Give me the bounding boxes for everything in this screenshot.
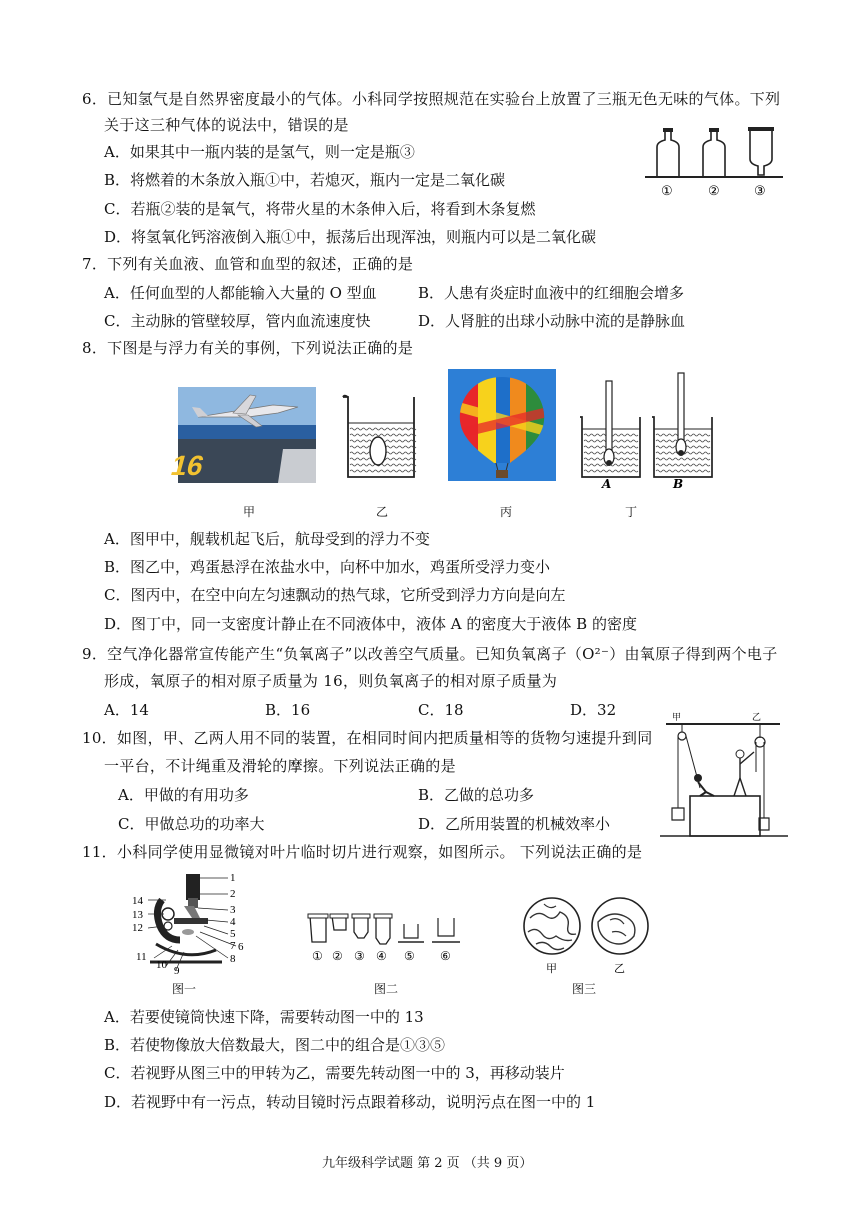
bottle-label-3: ③ bbox=[754, 184, 766, 199]
liquid-wave bbox=[656, 470, 710, 472]
q8-stem: 8．下图是与浮力有关的事例，下列说法正确的是 bbox=[82, 339, 414, 357]
carrier-jet-photo bbox=[167, 387, 316, 483]
pulley-label-jia: 甲 bbox=[672, 713, 682, 723]
q6-option-a: A．如果其中一瓶内装的是氢气，则一定是瓶③ bbox=[104, 143, 415, 161]
liquid-wave bbox=[350, 470, 416, 472]
q9-option-c: C．18 bbox=[418, 701, 464, 719]
q6-option-b: B．将燃着的木条放入瓶①中，若熄灭，瓶内一定是二氧化碳 bbox=[104, 171, 506, 189]
pulley-platform-figure bbox=[660, 712, 790, 840]
liquid-wave bbox=[350, 434, 416, 436]
liquid-wave bbox=[584, 470, 638, 472]
q10-option-a: A．甲做的有用功多 bbox=[118, 786, 249, 804]
lens-label-1: ① bbox=[312, 949, 323, 963]
microscope-number-9: 9 bbox=[174, 965, 180, 977]
q8-option-c: C．图丙中，在空中向左匀速飘动的热气球，它所受到浮力方向是向左 bbox=[104, 586, 566, 604]
q7-option-d: D．人肾脏的出球小动脉中流的是静脉血 bbox=[418, 312, 686, 330]
carrier-hull-number: 16 bbox=[167, 450, 208, 482]
q7-option-c: C．主动脉的管壁较厚，管内血流速度快 bbox=[104, 312, 371, 330]
q9-option-d: D．32 bbox=[570, 701, 617, 719]
view-label-jia: 甲 bbox=[546, 962, 557, 975]
q7-option-a: A．任何血型的人都能输入大量的 O 型血 bbox=[104, 284, 377, 302]
q10-option-d: D．乙所用装置的机械效率小 bbox=[418, 815, 611, 833]
microscope-number-4: 4 bbox=[230, 916, 236, 928]
hydrometer-beakers-figure bbox=[576, 371, 726, 489]
caption-fig2: 图二 bbox=[374, 982, 399, 996]
caption-fig1: 图一 bbox=[172, 982, 197, 996]
caption-bing: 丙 bbox=[500, 505, 513, 519]
microscope-number-12: 12 bbox=[132, 922, 143, 934]
q11-stem: 11．小科同学使用显微镜对叶片临时切片进行观察，如图所示。 下列说法正确的是 bbox=[82, 843, 643, 861]
q10-option-b: B．乙做的总功多 bbox=[418, 786, 535, 804]
lens-label-5: ⑤ bbox=[404, 949, 415, 963]
q6-stem-line2: 关于这三种气体的说法中，错误的是 bbox=[104, 116, 349, 134]
microscope-views-figure bbox=[520, 896, 660, 978]
q10-stem-line1: 10．如图，甲、乙两人用不同的装置，在相同时间内把质量相等的货物匀速提升到同 bbox=[82, 729, 653, 747]
microscope-number-13: 13 bbox=[132, 909, 143, 921]
microscope-number-11: 11 bbox=[136, 951, 147, 963]
microscope-figure bbox=[126, 870, 266, 980]
liquid-wave bbox=[350, 464, 416, 466]
q9-stem-line1: 9．空气净化器常宣传能产生“负氧离子”以改善空气质量。已知负氧离子（O²⁻）由氧原子得到两个电子 bbox=[82, 645, 778, 663]
gas-bottles-figure bbox=[645, 125, 790, 200]
lens-label-6: ⑥ bbox=[440, 949, 451, 963]
lens-label-3: ③ bbox=[354, 949, 365, 963]
q11-option-c: C．若视野从图三中的甲转为乙，需要先转动图一中的 3，再移动装片 bbox=[104, 1064, 565, 1082]
caption-yi: 乙 bbox=[376, 505, 389, 519]
bottle-label-1: ① bbox=[661, 184, 673, 199]
q8-option-a: A．图甲中，舰载机起飞后，航母受到的浮力不变 bbox=[104, 530, 430, 548]
q8-option-d: D．图丁中，同一支密度计静止在不同液体中，液体 A 的密度大于液体 B 的密度 bbox=[104, 615, 637, 633]
q9-stem-line2: 形成，氧原子的相对原子质量为 16，则负氧离子的相对原子质量为 bbox=[104, 672, 558, 690]
caption-ding: 丁 bbox=[625, 505, 638, 519]
tube-label-b: B bbox=[673, 477, 684, 491]
lens-label-2: ② bbox=[332, 949, 343, 963]
pulley-label-yi: 乙 bbox=[752, 713, 762, 723]
liquid-wave bbox=[350, 428, 416, 430]
q8-option-b: B．图乙中，鸡蛋悬浮在浓盐水中，向杯中加水，鸡蛋所受浮力变小 bbox=[104, 558, 551, 576]
q9-option-a: A．14 bbox=[104, 701, 149, 719]
q11-option-a: A．若要使镜筒快速下降，需要转动图一中的 13 bbox=[104, 1008, 424, 1026]
liquid-wave bbox=[656, 458, 710, 460]
caption-jia: 甲 bbox=[243, 505, 256, 519]
microscope-number-14: 14 bbox=[132, 895, 143, 907]
q6-option-d: D．将氢氧化钙溶液倒入瓶①中，振荡后出现浑浊，则瓶内可以是二氧化碳 bbox=[104, 228, 597, 246]
liquid-wave bbox=[656, 464, 710, 466]
hot-air-balloon-photo bbox=[448, 369, 556, 481]
q9-option-b: B．16 bbox=[265, 701, 311, 719]
q6-stem-line1: 6．已知氢气是自然界密度最小的气体。小科同学按照规范在实验台上放置了三瓶无色无味的气体。下列 bbox=[82, 90, 781, 108]
microscope-number-10: 10 bbox=[156, 959, 167, 971]
microscope-number-5: 5 bbox=[230, 928, 236, 940]
microscope-number-8: 8 bbox=[230, 953, 236, 965]
microscope-number-7: 7 bbox=[230, 940, 236, 952]
tube-label-a: A bbox=[602, 477, 612, 491]
microscope-number-3: 3 bbox=[230, 904, 236, 916]
page-footer: 九年级科学试题 第 2 页 （共 9 页） bbox=[322, 1156, 533, 1171]
microscope-number-6: 6 bbox=[238, 941, 244, 953]
q10-stem-line2: 一平台，不计绳重及滑轮的摩擦。下列说法正确的是 bbox=[104, 757, 456, 775]
q7-option-b: B．人患有炎症时血液中的红细胞会增多 bbox=[418, 284, 685, 302]
caption-fig3: 图三 bbox=[572, 982, 597, 996]
bottle-label-2: ② bbox=[708, 184, 720, 199]
microscope-number-1: 1 bbox=[230, 872, 236, 884]
view-label-yi: 乙 bbox=[614, 962, 625, 975]
lenses-figure bbox=[304, 912, 464, 964]
q10-option-c: C．甲做总功的功率大 bbox=[118, 815, 265, 833]
q11-option-d: D．若视野中有一污点，转动目镜时污点跟着移动，说明污点在图一中的 1 bbox=[104, 1093, 596, 1111]
microscope-number-2: 2 bbox=[230, 888, 236, 900]
lens-label-4: ④ bbox=[376, 949, 387, 963]
q11-option-b: B．若使物像放大倍数最大，图二中的组合是①③⑤ bbox=[104, 1036, 446, 1054]
q6-option-c: C．若瓶②装的是氧气，将带火星的木条伸入后，将看到木条复燃 bbox=[104, 200, 536, 218]
q7-stem: 7．下列有关血液、血管和血型的叙述，正确的是 bbox=[82, 255, 414, 273]
beaker-egg-figure bbox=[340, 393, 420, 483]
